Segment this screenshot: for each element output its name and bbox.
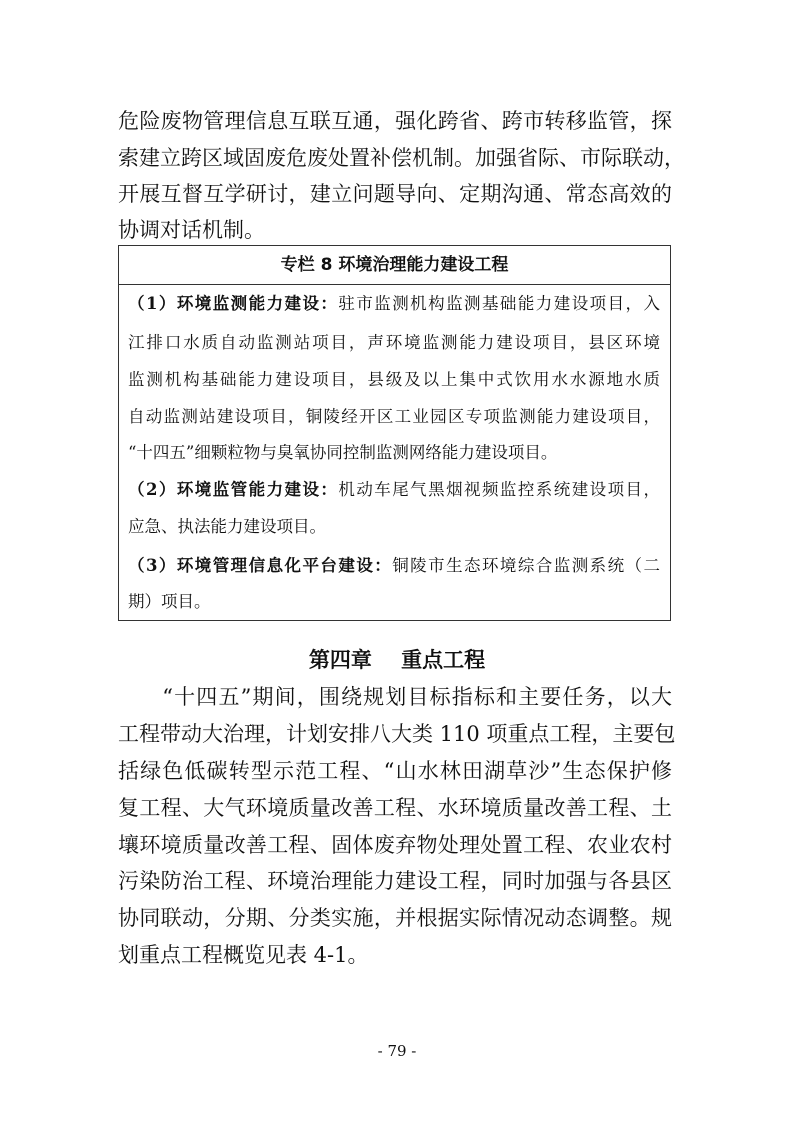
text-line: 工程带动大治理，计划安排八大类 110 项重点工程，主要包 (118, 722, 676, 746)
box-line: 期）项目。 (128, 592, 211, 611)
box-line (128, 555, 660, 577)
text-line: 危险废物管理信息互联互通，强化跨省、跨市转移监管，探 (118, 109, 672, 133)
box-line: “十四五”细颗粒物与臭氧协同控制监测网络能力建设项目。 (128, 443, 558, 462)
sidebar-box-column-8 (118, 245, 671, 621)
box-title: 专栏 8 环境治理能力建设工程 (119, 246, 670, 285)
text-line: 协调对话机制。 (118, 218, 265, 242)
box-line: 监测机构基础能力建设项目，县级及以上集中式饮用水水源地水质 (128, 370, 660, 389)
box-line (128, 293, 660, 315)
text-line: 开展互督互学研讨，建立问题导向、定期沟通、常态高效的 (118, 182, 672, 206)
text-line: 索建立跨区域固废危废处置补偿机制。加强省际、市际联动， (118, 146, 685, 170)
item-text: 机动车尾气黑烟视频监控系统建设项目， (338, 480, 661, 499)
text-line: 括绿色低碳转型示范工程、“山水林田湖草沙”生态保护修 (118, 759, 672, 783)
text-line: 污染防治工程、环境治理能力建设工程，同时加强与各县区 (118, 869, 672, 893)
text-line: 划重点工程概览见表 4-1。 (118, 943, 369, 967)
box-line: 江排口水质自动监测站项目，声环境监测能力建设项目，县区环境 (128, 333, 660, 352)
box-line: 应急、执法能力建设项目。 (128, 517, 326, 536)
item-text: 铜陵市生态环境综合监测系统（二 (392, 556, 661, 575)
box-line (128, 479, 660, 501)
text-line: 协同联动，分期、分类实施，并根据实际情况动态调整。规 (118, 906, 672, 930)
text-line: “十四五”期间，围绕规划目标指标和主要任务，以大 (118, 685, 672, 709)
text-line: 复工程、大气环境质量改善工程、水环境质量改善工程、土 (118, 796, 672, 820)
item-label: （2）环境监管能力建设： (128, 480, 339, 499)
box-line: 自动监测站建设项目，铜陵经开区工业园区专项监测能力建设项目， (128, 407, 660, 426)
item-label: （1）环境监测能力建设： (128, 294, 339, 313)
page-number: - 79 - (377, 1042, 417, 1060)
chapter-title: 第四章 重点工程 (308, 648, 486, 672)
text-line: 壤环境质量改善工程、固体废弃物处理处置工程、农业农村 (118, 833, 672, 857)
item-text: 驻市监测机构监测基础能力建设项目，入 (338, 294, 661, 313)
item-label: （3）环境管理信息化平台建设： (128, 556, 393, 575)
